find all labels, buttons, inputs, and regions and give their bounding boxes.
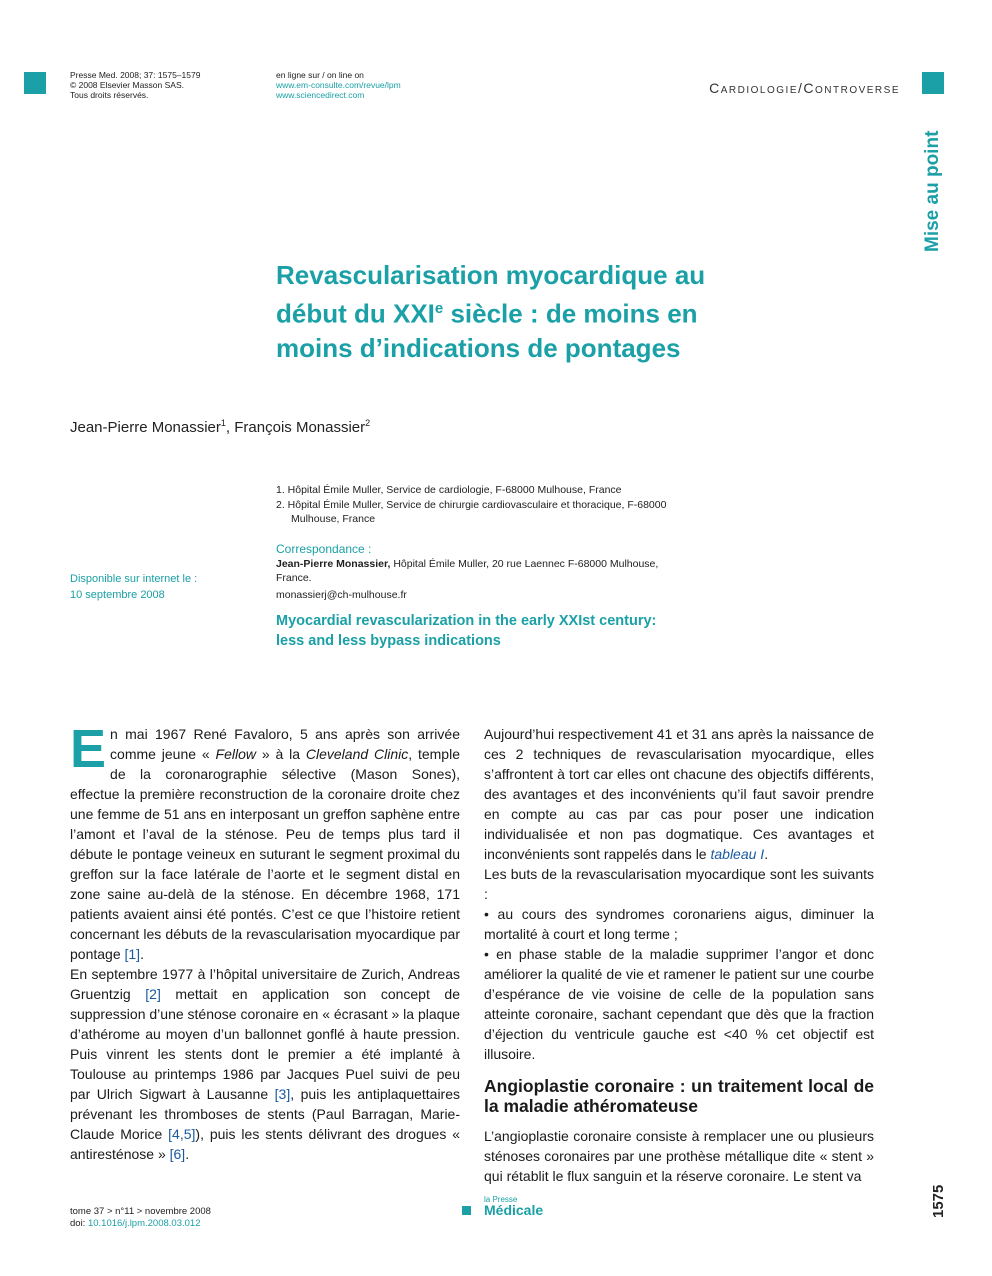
english-title-line-1: Myocardial revascularization in the early XXIst century: bbox=[276, 613, 657, 629]
side-label: Mise au point bbox=[922, 130, 943, 252]
logo-big-text: Médicale bbox=[484, 1202, 544, 1218]
availability-label: Disponible sur internet le : bbox=[70, 573, 198, 585]
logo-small-text: la Presse bbox=[484, 1195, 518, 1204]
correspondence-name: Jean-Pierre Monassier, bbox=[276, 557, 391, 570]
title-line-2-b: siècle : de moins en bbox=[443, 298, 698, 329]
online-link-sciencedirect[interactable]: www.sciencedirect.com bbox=[276, 90, 365, 100]
title-line-2-a: début du XXI bbox=[276, 298, 435, 329]
paragraph-today bbox=[484, 724, 874, 864]
paragraph-angioplasty-history bbox=[70, 964, 460, 1164]
p1-italic-clinic: Cleveland Clinic bbox=[305, 746, 409, 762]
affiliations bbox=[276, 483, 706, 527]
correspondence-address-a: Hôpital Émile Muller, 20 rue Laennec F-68000 Mulhouse, bbox=[390, 557, 659, 570]
copyright-line: © 2008 Elsevier Masson SAS. bbox=[70, 80, 184, 90]
section-label: Cardiologie/Controverse bbox=[709, 80, 900, 96]
online-info bbox=[276, 70, 401, 100]
paragraph-intro bbox=[70, 719, 460, 964]
article-title bbox=[276, 258, 836, 365]
column-left bbox=[70, 719, 461, 1164]
table-reference[interactable]: tableau I bbox=[710, 846, 765, 862]
journal-info bbox=[70, 70, 200, 100]
footer-info bbox=[70, 1206, 211, 1230]
author-2-affil: 2 bbox=[365, 418, 371, 428]
author-2: François Monassier bbox=[234, 419, 366, 436]
doi-label: doi: bbox=[70, 1218, 88, 1229]
online-link-emc[interactable]: www.em-consulte.com/revue/lpm bbox=[276, 80, 401, 90]
p2-end: . bbox=[185, 1146, 190, 1162]
ref-1[interactable]: [1] bbox=[124, 946, 141, 962]
section-heading: Angioplastie coronaire : un traitement local de la maladie athéromateuse bbox=[484, 1076, 874, 1116]
authors bbox=[70, 418, 370, 436]
title-line-3: moins d’indications de pontages bbox=[276, 332, 681, 363]
p1-text-1: n mai 1967 René Favaloro, 5 ans après son arrivée comme jeune « bbox=[110, 726, 460, 762]
ref-2[interactable]: [2] bbox=[145, 986, 161, 1002]
title-line-1: Revascularisation myocardique au bbox=[276, 260, 706, 290]
ref-4-5[interactable]: [4,5] bbox=[168, 1126, 196, 1142]
correspondence bbox=[276, 542, 696, 602]
affiliation-1: 1. Hôpital Émile Muller, Service de cardiologie, F-68000 Mulhouse, France bbox=[276, 484, 622, 496]
english-title bbox=[276, 611, 776, 651]
issue-line: tome 37 > n°11 > novembre 2008 bbox=[70, 1206, 211, 1217]
p2-text-4: ), puis les stents délivrant des drogues « antiresténose » bbox=[70, 1126, 460, 1162]
english-title-line-2: less and less bypass indications bbox=[276, 633, 501, 649]
bullet-stable: • en phase stable de la maladie supprimer l’angor et donc améliorer la qualité de vie et ramener le patient sur une courbe d’espérance de vie voisine de celle de la population sans atteinte coronaire, sachant cependant que dès que la fraction d’éjection du ventricule gauche est <40 % cet objectif est illusoire. bbox=[484, 946, 874, 1062]
paragraph-goals: Les buts de la revascularisation myocardique sont les suivants : bbox=[484, 866, 874, 902]
correspondence-label: Correspondance : bbox=[276, 542, 372, 556]
p1-end: . bbox=[140, 946, 144, 962]
journal-line: Presse Med. 2008; 37: 1575–1579 bbox=[70, 70, 201, 80]
p1-text-3: , temple de la coronarographie sélective (Mason Sones), effectue la première reconstruction de la coronaire droite chez une femme de 51 ans en interposant un greffon saphène entre l’amont et l’aval de la sténose. Peu de temps plus tard il débute le pontage veineux en suturant le segment proximal du greffon sur la face latérale de l’aorte et le segment distal en zone saine au-delà de la sténose. En décembre 1968, 171 patients avaient ainsi été pontés. C’est ce que l’histoire retient concernant les débuts de la revascularisation myocardique par pontage bbox=[70, 746, 460, 962]
ref-6[interactable]: [6] bbox=[169, 1146, 186, 1162]
c2-p1-end: . bbox=[764, 846, 769, 862]
corner-square-right bbox=[922, 72, 944, 94]
paragraph-angioplasty: L’angioplastie coronaire consiste à remplacer une ou plusieurs sténoses coronaires par une prothèse métallique dite « stent » qui rétablit le flux sanguin et la réserve coronaire. Le stent va bbox=[484, 1128, 874, 1184]
dropcap: E bbox=[70, 719, 107, 779]
corner-square-left bbox=[24, 72, 46, 94]
p1-italic-fellow: Fellow bbox=[215, 746, 256, 762]
p1-text-2: » à la bbox=[256, 746, 306, 762]
bullet-acute: • au cours des syndromes coronariens aigus, diminuer la mortalité à court et long terme ; bbox=[484, 906, 874, 942]
p2-text-1: En septembre 1977 à l’hôpital universitaire de Zurich, Andreas Gruentzig bbox=[70, 966, 460, 1002]
correspondence-email[interactable]: monassierj@ch-mulhouse.fr bbox=[276, 588, 407, 601]
correspondence-country: France. bbox=[276, 572, 312, 584]
availability bbox=[70, 571, 197, 603]
doi-line bbox=[70, 1218, 211, 1230]
logo-square-icon bbox=[462, 1206, 471, 1215]
column-right bbox=[484, 724, 874, 1186]
author-separator: , bbox=[225, 419, 235, 436]
affiliation-2: 2. Hôpital Émile Muller, Service de chirurgie cardiovasculaire et thoracique, F-68000 bbox=[276, 498, 667, 511]
affiliation-2-cont: Mulhouse, France bbox=[291, 513, 376, 525]
correspondence-address bbox=[276, 557, 696, 572]
p2-text-2: mettait en application son concept de suppression d’une sténose coronaire en « écrasant » la plaque d’athérome au moyen d’un ballonnet gonflé à haute pression. Puis vinrent les stents dont le premier a été implanté à Toulouse au printemps 1986 par Jacques Puel suivi de peu par Ulrich Sigwart à Lausanne bbox=[70, 986, 460, 1102]
author-1: Jean-Pierre Monassier bbox=[70, 419, 221, 436]
online-label: en ligne sur / on line on bbox=[276, 70, 364, 80]
rights-line: Tous droits réservés. bbox=[70, 90, 149, 100]
title-line-2 bbox=[276, 292, 836, 331]
title-superscript: e bbox=[434, 300, 444, 317]
availability-date: 10 septembre 2008 bbox=[70, 589, 165, 601]
c2-p1-text: Aujourd’hui respectivement 41 et 31 ans après la naissance de ces 2 techniques de revascularisation myocardique, elles s’affrontent à tort car elles ont chacune des objectifs différents, des avantages et des inconvénients qu’il faut savoir prendre en compte au cas par cas pour poser une indication individualisée et non pas dogmatique. Ces avantages et inconvénients sont rappelés dans le bbox=[484, 726, 874, 862]
author-1-affil: 1 bbox=[220, 418, 226, 428]
doi-link[interactable]: 10.1016/j.lpm.2008.03.012 bbox=[87, 1218, 201, 1229]
page-number: 1575 bbox=[930, 1184, 947, 1218]
p2-text-3: , puis les antiplaquettaires prévenant les thromboses de stents (Paul Barragan, Marie-Claude Morice bbox=[70, 1086, 461, 1142]
ref-3[interactable]: [3] bbox=[274, 1086, 291, 1102]
